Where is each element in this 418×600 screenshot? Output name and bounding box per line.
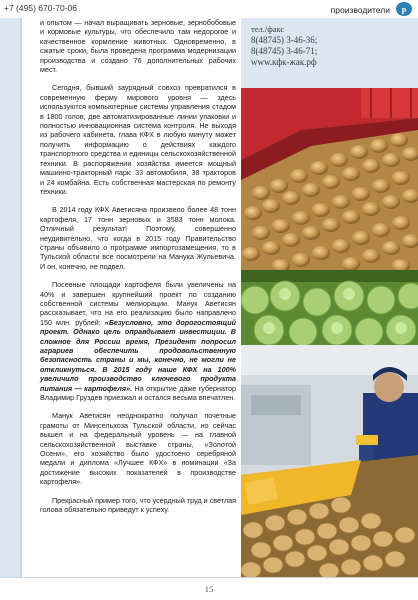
p-circle-icon: p [396,2,412,16]
contact-phone-1: 8(48745) 3-46-36; [251,35,318,45]
section-title: производители [330,5,390,15]
article-paragraph: и опытом — начал выращивать зерновые, зернобобовые и кормовые культуры, что обеспечило там недорогое и качественное кормление животных. Одновременно, в сжатые сроки, была проведена программа модернизации производства и создано 76 дополнительных рабочих мест. [40,18,236,75]
article-paragraph: Манук Аветисян неоднократно получал почетные грамоты от Минсельхоза Тульской области, но сейчас вышел и на федеральный уровень — на главной сельскохозяйственной выставке страны, «Золотой Осени», его хозяйство было удостоено серебряной медали и диплома «Лучшее КФХ» в номинации «За достижение высоких показателей в производстве картофеля». [40,411,236,487]
article-paragraph: В 2014 году КФХ Аветисяна произвело более 48 тонн картофеля, 17 тонн зерновых и 3583 тонн молока. Отличный результат! Поэтому, совершенно неудивительно, что когда в 2015 году Правительство страны объявило о программе импортозамещения, то в Тульской области все посмотрели на Манука Жульевича. И он, конечно, не подвел. [40,205,236,271]
article-quote: «Безусловно, это дорогостоящий проект. Однако цель оправдывает инвестиции. В сложное для России время, Президент попросил аграриев обеспечить продовольственную безопасность страны и мы, конечно, не могли не откликнуться. В 2015 году наше КФХ на 100% увеличило производство ключевого продукта питания — картофеля». [40,317,236,393]
contact-phone-2: 8(48745) 3-46-71; [251,46,318,56]
left-margin-stripe [0,18,22,578]
cabbage-field-photo [241,270,418,345]
article-paragraph [40,280,236,402]
contact-panel [241,18,418,88]
worker-sorting-photo [241,345,418,578]
worker-sorting-illustration [241,345,418,578]
photo-column [241,18,418,578]
article-paragraph: Прекрасный пример того, что усердный труд и светлая голова обязательно приведут к успеху. [40,495,236,515]
contact-label: тел./факс [251,24,285,34]
footer-divider [0,577,418,578]
page-number: 15 [204,584,214,594]
contact-website[interactable]: www.кфк-жак.рф [251,57,317,67]
potato-harvester-photo [241,88,418,270]
cabbage-field-illustration [241,270,418,345]
article-body [40,18,236,524]
article-text: Посевные площади картофеля были увеличены на 40% и завершен крупнейший проект по созданию собственной системы мелиорации. Манук Аветисян рассказывает, что на его реализацию было направлено 150 млн. рублей: [40,280,236,327]
header-phone: +7 (495) 670-70-06 [4,3,78,13]
article-text: На открытие даже губернатор Владимир Груздев приезжал и остался весьма впечатлен. [40,383,237,403]
article-paragraph: Сегодня, бывший заурядный совхоз превратился в современную ферму мирового уровня — здесь используются компьютерные системы управления стадом в 1800 голов, две автоматизированные линии упаковки и полностью инновационная система контроля. Не выходя из рабочего кабинета, глава КФХ в любую минуту может получить информацию о действиях каждого транспортного средства и единицы сельскохозяйственной техники. В распоряжении хозяйства имеется мощный машинно-тракторный парк: 33 автомобиля, 38 тракторов и 24 комбайна. Есть собственная мастерская по ремонту техники. [40,83,236,196]
potato-harvester-illustration [241,88,418,270]
page-header [0,0,418,18]
